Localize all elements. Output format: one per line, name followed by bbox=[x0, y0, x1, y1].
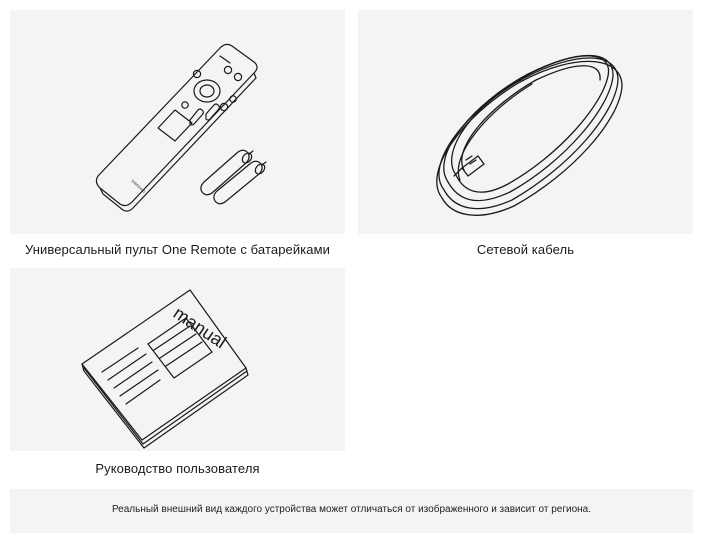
remote-caption: Универсальный пульт One Remote с батарейками bbox=[24, 242, 331, 257]
remote-brand-label: SAMSUNG bbox=[130, 178, 146, 194]
disclaimer-text: Реальный внешний вид каждого устройства может отличаться от изображенного и зависит от региона. bbox=[111, 504, 592, 515]
power-cable-coil-icon bbox=[358, 10, 693, 234]
remote-control-with-batteries-icon bbox=[10, 10, 345, 234]
cable-caption: Сетевой кабель bbox=[476, 242, 575, 257]
remote-card bbox=[10, 10, 345, 234]
manual-cover-title: manual bbox=[169, 302, 230, 353]
manual-caption: Руководство пользователя bbox=[95, 461, 260, 476]
disclaimer-bar bbox=[10, 489, 693, 533]
cable-card bbox=[358, 10, 693, 234]
user-manual-booklet-icon bbox=[10, 268, 345, 451]
manual-card bbox=[10, 268, 345, 451]
